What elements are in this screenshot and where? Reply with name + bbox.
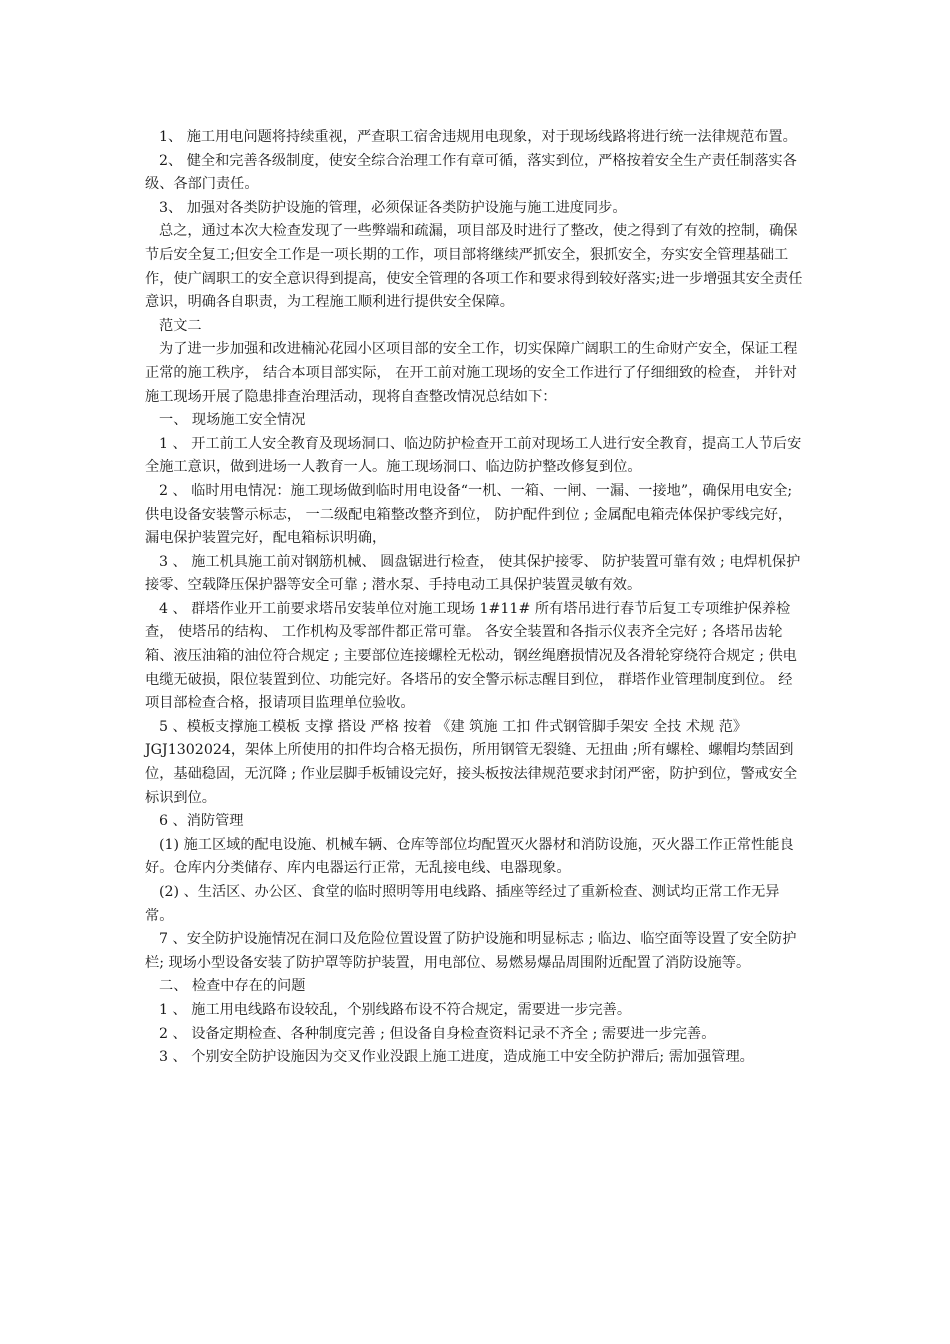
- paragraph-item-1: 1、 施工用电问题将持续重视，严查职工宿舍违规用电现象，对于现场线路将进行统一法律规范布置。: [159, 129, 797, 145]
- paragraph-intro: 为了进一步加强和改进楠沁花园小区项目部的安全工作，切实保障广阔职工的生命财产安全，保证工程正常的施工秩序， 结合本项目部实际， 在开工前对施工现场的安全工作进行了仔细细致的检查， 并针对施工现场开展了隐患排查治理活动，现将自查整改情况总结如下：: [145, 341, 798, 405]
- document-body: [145, 126, 805, 1070]
- paragraph-item-2: 2、 健全和完善各级制度，使安全综合治理工作有章可循，落实到位，严格按着安全生产责任制落实各级、各部门责任。: [145, 152, 797, 193]
- paragraph-problem-2: 2 、 设备定期检查、各种制度完善 ; 但设备自身检查资料记录不齐全 ; 需要进一步完善。: [159, 1025, 716, 1042]
- heading-site-safety: 一、 现场施工安全情况: [159, 412, 306, 429]
- paragraph-summary: 总之，通过本次大检查发现了一些弊端和疏漏，项目部及时进行了整改，使之得到了有效的控制，确保节后安全复工;但安全工作是一项长期的工作，项目部将继续严抓安全，狠抓安全，夯实安全管理基础工作，使广阔职工的安全意识得到提高，使安全管理的各项工作和要求得到较好落实;进一步增强其安全责任意识，明确各自职责，为工程施工顺利进行提供安全保障。: [145, 223, 803, 311]
- paragraph-problem-1: 1 、 施工用电线路布设较乱，个别线路布设不符合规定，需要进一步完善。: [159, 1001, 632, 1018]
- paragraph-site-4: 4 、 群塔作业开工前要求塔吊安装单位对施工现场 1#11# 所有塔吊进行春节后复工专项维护保养检查， 使塔吊的结构、 工作机构及零部件都正常可靠。 各安全装置和各指示仪表齐全完好 ; 各塔吊齿轮箱、液压油箱的油位符合规定 ; 主要部位连接螺栓无松动，钢丝绳磨损情况及各滑轮穿绕符合规定 ; 供电电缆无破损，限位装置到位、功能完好。各塔吊的安全警示标志醒目到位， 群塔作业管理制度到位。 经项目部检查合格，报请项目监理单位验收。: [145, 600, 797, 712]
- paragraph-fire-1: (1) 施工区域的配电设施、机械车辆、仓库等部位均配置灭火器材和消防设施，灭火器工作正常性能良好。仓库内分类储存、库内电器运行正常，无乱接电线、电器现象。: [145, 836, 794, 877]
- paragraph-item-3: 3、 加强对各类防护设施的管理，必须保证各类防护设施与施工进度同步。: [159, 199, 627, 216]
- heading-problems: 二、 检查中存在的问题: [159, 978, 306, 995]
- paragraph-site-3: 3 、 施工机具施工前对钢筋机械、 圆盘锯进行检查， 使其保护接零、 防护装置可靠有效 ; 电焊机保护接零、空载降压保护器等安全可靠 ; 潜水泵、手持电动工具保护装置灵敏有效。: [145, 553, 801, 594]
- paragraph-site-7: 7 、安全防护设施情况在洞口及危险位置设置了防护设施和明显标志 ; 临边、临空面等设置了安全防护栏; 现场小型设备安装了防护罩等防护装置，用电部位、易燃易爆品周围附近配置了消防设施等。: [145, 931, 797, 971]
- paragraph-site-2: 2 、 临时用电情况：施工现场做到临时用电设备“一机、一箱、一闸、一漏、一接地”，确保用电安全; 供电设备安装警示标志， 一二级配电箱整改整齐到位， 防护配件到位 ; 金属配电箱壳体保护零线完好，漏电保护装置完好，配电箱标识明确，: [145, 482, 793, 547]
- paragraph-problem-3: 3 、 个别安全防护设施因为交叉作业没跟上施工进度，造成施工中安全防护滞后; 需加强管理。: [159, 1049, 754, 1066]
- paragraph-site-1: 1 、 开工前工人安全教育及现场洞口、临边防护检查开工前对现场工人进行安全教育，提高工人节后安全施工意识，做到进场一人教育一人。施工现场洞口、临边防护整改修复到位。: [145, 435, 802, 476]
- heading-fire-management: 6 、消防管理: [159, 813, 244, 830]
- paragraph-site-5: 5 、模板支撑施工模板 支撑 搭设 严格 按着 《建 筑施 工扣 件式钢管脚手架安 全技 术规 范》JGJ1302024，架体上所使用的扣件均合格无损伤，所用钢管无裂缝、无扭曲 ;所有螺栓、螺帽均禁固到位，基础稳固，无沉降 ; 作业层脚手板铺设完好，接头板按法律规范要求封闭严密，防护到位，警戒安全标识到位。: [145, 718, 798, 806]
- paragraph-fire-2: (2) 、生活区、办公区、食堂的临时照明等用电线路、插座等经过了重新检查、测试均正常工作无异常。: [145, 884, 780, 924]
- section-title-example-two: 范文二: [159, 317, 202, 334]
